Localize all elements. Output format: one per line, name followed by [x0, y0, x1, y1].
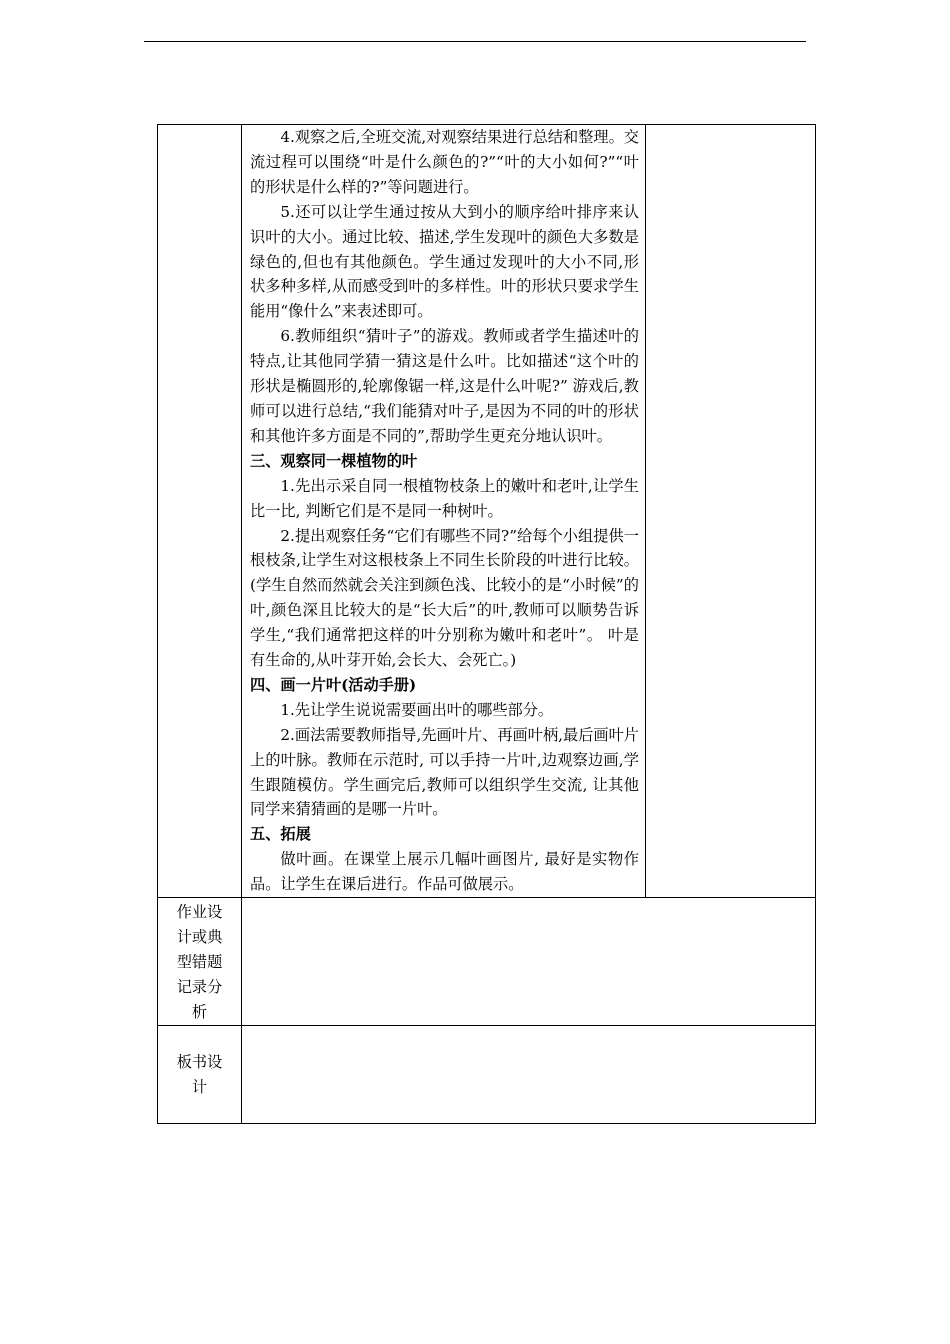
paragraph-leaf-art: 做叶画。在课堂上展示几幅叶画图片, 最好是实物作品。让学生在课后进行。作品可做展示。	[250, 850, 639, 894]
teaching-process-row	[158, 125, 816, 898]
section-heading-same-plant: 三、观察同一棵植物的叶	[250, 451, 418, 470]
teaching-process-cell	[242, 125, 646, 898]
paragraph-guess-game: 6.教师组织“猜叶子”的游戏。教师或者学生描述叶的特点,让其他同学猜一猜这是什么叶。比如描述“这个叶的形状是椭圆形的,轮廓像锯一样,这是什么叶呢?” 游戏后,教师可以进行总结,“我们能猜对叶子,是因为不同的叶的形状和其他许多方面是不同的”,帮助学生更充分地认识叶。	[250, 327, 639, 445]
board-design-label: 板书设计	[176, 1053, 223, 1097]
row-label-cell-empty	[158, 125, 242, 898]
paragraph-compare-task: 2.提出观察任务“它们有哪些不同?”给每个小组提供一根枝条,让学生对这根枝条上不同生长阶段的叶进行比较。(学生自然而然就会关注到颜色浅、比较小的是“小时候”的叶,颜色深且比较大的是“长大后”的叶,教师可以顺势告诉学生,“我们通常把这样的叶分别称为嫩叶和老叶”。 叶是有生命的,从叶芽开始,会长大、会死亡。)	[250, 526, 639, 670]
notes-cell	[646, 125, 816, 898]
homework-row	[158, 898, 816, 1026]
paragraph-observe-summary: 4.观察之后,全班交流,对观察结果进行总结和整理。交流过程可以围绕“叶是什么颜色的?”“叶的大小如何?”“叶的形状是什么样的?”等问题进行。	[250, 128, 639, 196]
lesson-plan-table	[157, 124, 816, 1124]
board-design-content-cell	[242, 1026, 816, 1124]
section-heading-extension: 五、拓展	[250, 825, 311, 844]
section-heading-draw-leaf: 四、画一片叶(活动手册)	[250, 675, 417, 694]
board-design-row	[158, 1026, 816, 1124]
header-rule	[144, 41, 806, 42]
paragraph-draw-method: 2.画法需要教师指导,先画叶片、再画叶柄,最后画叶片上的叶脉。教师在示范时, 可以手持一片叶,边观察边画,学生跟随模仿。学生画完后,教师可以组织学生交流, 让其他同学来猜猜画的是哪一片叶。	[250, 725, 639, 819]
paragraph-draw-parts: 1.先让学生说说需要画出叶的哪些部分。	[280, 700, 554, 719]
paragraph-young-old-leaves: 1.先出示采自同一根植物枝条上的嫩叶和老叶,让学生比一比, 判断它们是不是同一种树叶。	[250, 476, 639, 520]
teaching-process-content	[242, 125, 645, 897]
homework-content-cell	[242, 898, 816, 1026]
homework-label: 作业设计或典型错题记录分析	[176, 903, 223, 1022]
homework-label-cell	[158, 898, 242, 1026]
paragraph-size-order: 5.还可以让学生通过按从大到小的顺序给叶排序来认识叶的大小。通过比较、描述,学生发现叶的颜色大多数是绿色的,但也有其他颜色。学生通过发现叶的大小不同,形状多种多样,从而感受到叶的多样性。叶的形状只要求学生能用“像什么”来表述即可。	[250, 202, 639, 321]
board-label-cell	[158, 1026, 242, 1124]
